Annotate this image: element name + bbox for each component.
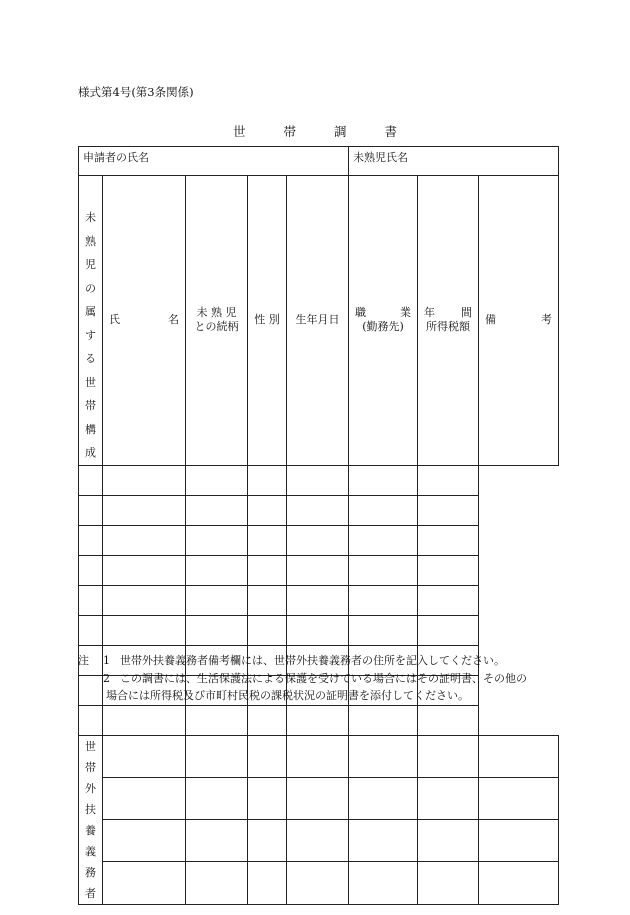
entry-cell[interactable] (103, 735, 186, 777)
entry-cell[interactable] (287, 555, 349, 585)
entry-cell[interactable] (349, 820, 418, 862)
section-label-char: 熟 (85, 234, 96, 248)
household-section-label (79, 176, 103, 466)
entry-cell[interactable] (248, 585, 287, 615)
entry-cell[interactable] (186, 820, 248, 862)
title-char: 帯 (283, 124, 296, 139)
external-obligor-row (79, 777, 559, 819)
section-label-char: 児 (85, 258, 96, 271)
household-member-row (79, 495, 559, 525)
section-label-char: 未 (85, 211, 96, 224)
applicant-name-label: 申請者の氏名 (83, 151, 149, 164)
header-remarks: 備 考 (479, 176, 559, 466)
child-name-label: 未熟児氏名 (353, 151, 408, 164)
section-label-char: 帯 (85, 760, 96, 774)
title-char: 調 (334, 124, 347, 139)
entry-cell[interactable] (479, 777, 559, 819)
entry-cell[interactable] (79, 465, 103, 495)
entry-cell[interactable] (103, 525, 186, 555)
entry-cell[interactable] (418, 820, 479, 862)
entry-cell[interactable] (349, 705, 418, 735)
entry-cell[interactable] (103, 615, 186, 645)
section-label-char: 者 (85, 886, 96, 900)
entry-cell[interactable] (186, 735, 248, 777)
entry-cell[interactable] (79, 585, 103, 615)
header-birthdate: 生年月日 (287, 176, 349, 466)
entry-cell[interactable] (103, 777, 186, 819)
notes-prefix: 注 (78, 654, 89, 667)
child-name-cell[interactable] (349, 147, 559, 176)
household-member-row (79, 585, 559, 615)
entry-cell[interactable] (248, 820, 287, 862)
section-label-char: 扶 (85, 802, 96, 816)
section-label-char: 外 (85, 781, 96, 795)
household-member-row (79, 465, 559, 495)
entry-cell[interactable] (103, 705, 186, 735)
entry-cell[interactable] (418, 555, 479, 585)
section-label-char: 務 (85, 865, 96, 879)
entry-cell[interactable] (418, 777, 479, 819)
entry-cell[interactable] (418, 585, 479, 615)
section-label-char: 養 (85, 823, 96, 837)
entry-cell[interactable] (103, 465, 186, 495)
entry-cell[interactable] (418, 525, 479, 555)
entry-cell[interactable] (287, 735, 349, 777)
entry-cell[interactable] (103, 820, 186, 862)
entry-cell[interactable] (287, 820, 349, 862)
entry-cell[interactable] (349, 525, 418, 555)
entry-cell[interactable] (248, 555, 287, 585)
entry-cell[interactable] (349, 555, 418, 585)
title-char: 書 (384, 124, 398, 139)
entry-cell[interactable] (349, 615, 418, 645)
header-relation: 未 熟 児 との続柄 (186, 176, 248, 466)
section-label-char: 帯 (85, 399, 96, 412)
entry-cell[interactable] (479, 735, 559, 777)
entry-cell[interactable] (248, 705, 287, 735)
entry-cell[interactable] (186, 705, 248, 735)
section-label-char: 世 (85, 375, 96, 389)
external-obligor-row (79, 820, 559, 862)
entry-cell[interactable] (79, 615, 103, 645)
entry-cell[interactable] (186, 525, 248, 555)
entry-cell[interactable] (248, 525, 287, 555)
entry-cell[interactable] (103, 862, 186, 904)
entry-cell[interactable] (79, 495, 103, 525)
header-name: 氏 名 (103, 176, 186, 466)
entry-cell[interactable] (103, 495, 186, 525)
entry-cell[interactable] (79, 525, 103, 555)
applicant-name-cell[interactable] (79, 147, 349, 176)
title-char: 世 (232, 124, 246, 139)
entry-cell[interactable] (287, 495, 349, 525)
header-sex: 性 別 (248, 176, 287, 466)
household-member-row (79, 705, 559, 735)
entry-cell[interactable] (287, 585, 349, 615)
entry-cell[interactable] (287, 525, 349, 555)
section-label-char: 義 (85, 844, 96, 858)
header-occupation: 職 業 (勤務先) (349, 176, 418, 466)
section-label-char: 構 (85, 422, 96, 436)
document-title (0, 122, 630, 140)
section-label-char: の (85, 281, 96, 295)
entry-cell[interactable] (186, 862, 248, 904)
entry-cell[interactable] (186, 495, 248, 525)
section-label-char: 属 (85, 305, 96, 318)
notes (78, 652, 548, 705)
external-obligor-row (79, 862, 559, 904)
household-member-row (79, 615, 559, 645)
entry-cell[interactable] (103, 555, 186, 585)
entry-cell[interactable] (287, 615, 349, 645)
note-text: 世帯外扶養義務者備考欄には、世帯外扶養義務者の住所を記入してください。 (120, 654, 505, 667)
entry-cell[interactable] (349, 495, 418, 525)
entry-cell[interactable] (349, 585, 418, 615)
entry-cell[interactable] (418, 465, 479, 495)
entry-cell[interactable] (186, 555, 248, 585)
entry-cell[interactable] (248, 735, 287, 777)
section-label-char: 世 (85, 739, 96, 753)
section-label-char: す (85, 328, 96, 342)
entry-cell[interactable] (418, 495, 479, 525)
entry-cell[interactable] (248, 495, 287, 525)
entry-cell[interactable] (349, 735, 418, 777)
external-obligor-row (79, 735, 559, 777)
entry-cell[interactable] (186, 777, 248, 819)
entry-cell[interactable] (479, 820, 559, 862)
entry-cell[interactable] (103, 585, 186, 615)
note-number: 1 (103, 654, 110, 667)
external-section-label (79, 735, 103, 904)
entry-cell[interactable] (418, 862, 479, 904)
household-member-row (79, 525, 559, 555)
form-number: 様式第4号(第3条関係) (78, 85, 194, 99)
household-survey-table (78, 146, 559, 905)
entry-cell[interactable] (79, 705, 103, 735)
entry-cell[interactable] (287, 705, 349, 735)
entry-cell[interactable] (248, 862, 287, 904)
entry-cell[interactable] (287, 862, 349, 904)
entry-cell[interactable] (479, 862, 559, 904)
note-number: 2 (103, 671, 110, 685)
entry-cell[interactable] (287, 465, 349, 495)
entry-cell[interactable] (349, 862, 418, 904)
entry-cell[interactable] (248, 615, 287, 645)
note-text: この調書には、生活保護法による保護を受けている場合にはその証明書、その他の (120, 671, 527, 685)
entry-cell[interactable] (79, 555, 103, 585)
entry-cell[interactable] (186, 585, 248, 615)
header-income-tax: 年 間 所得税額 (418, 176, 479, 466)
note-text-continued: 場合には所得税及び市町村民税の課税状況の証明書を添付してください。 (106, 689, 469, 702)
entry-cell[interactable] (349, 465, 418, 495)
household-member-row (79, 555, 559, 585)
entry-cell[interactable] (418, 615, 479, 645)
entry-cell[interactable] (349, 777, 418, 819)
entry-cell[interactable] (248, 777, 287, 819)
entry-cell[interactable] (418, 735, 479, 777)
entry-cell[interactable] (186, 465, 248, 495)
entry-cell[interactable] (248, 465, 287, 495)
entry-cell[interactable] (418, 705, 479, 735)
entry-cell[interactable] (287, 777, 349, 819)
entry-cell[interactable] (186, 615, 248, 645)
section-label-char: 成 (85, 446, 96, 459)
section-label-char: る (85, 352, 96, 365)
